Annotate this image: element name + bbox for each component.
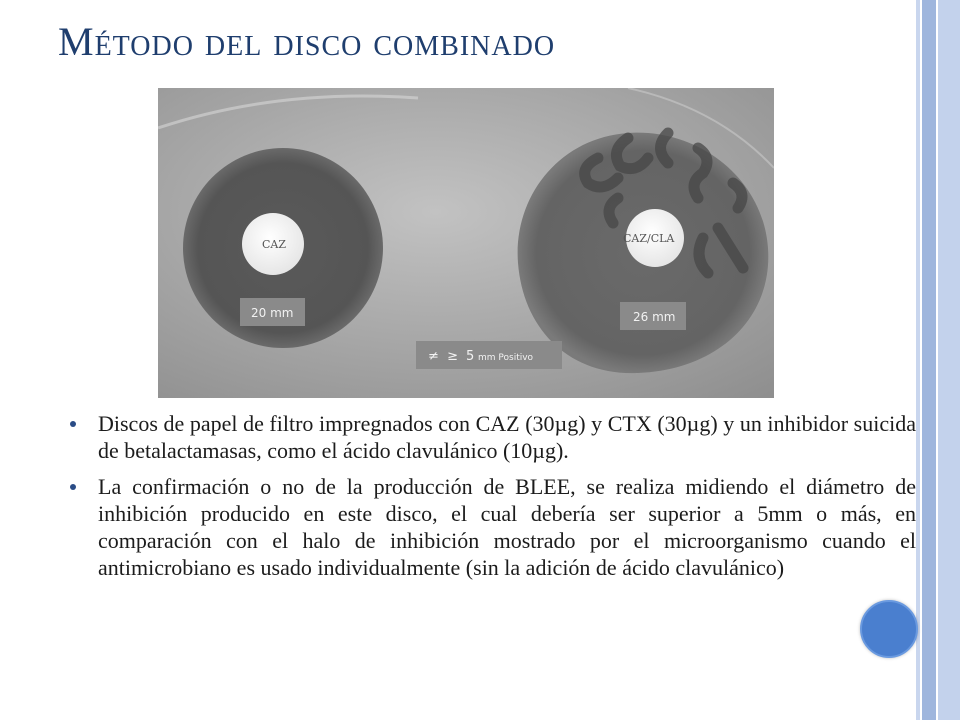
criterion-symbols: ≠ ≥ xyxy=(428,349,459,364)
caz-cla-disc-label: CAZ/CLA xyxy=(623,232,675,245)
criterion-suffix: mm Positivo xyxy=(478,353,534,363)
slide-nav-circle-icon[interactable] xyxy=(860,600,918,658)
caz-disc-label: CAZ xyxy=(262,238,287,251)
right-measure-label: 26 mm xyxy=(633,310,676,324)
bullet-list xyxy=(68,410,916,590)
bullet-icon xyxy=(70,484,76,490)
petri-dish-photo xyxy=(158,88,774,398)
left-measure-label: 20 mm xyxy=(251,306,294,320)
bullet-text: La confirmación o no de la producción de BLEE, se realiza midiendo el diámetro de inhibición producido en este disco, el cual debería ser superior a 5mm o más, en comparación con el halo de inhibición mostrado por el microorganismo cuando el antimicrobiano es usado individualmente (sin la adición de ácido clavulánico) xyxy=(98,474,916,580)
list-item xyxy=(68,473,916,581)
criterion-value: 5 xyxy=(466,349,475,364)
slide-title: Método del disco combinado xyxy=(58,19,556,64)
bullet-text: Discos de papel de filtro impregnados con CAZ (30µg) y CTX (30µg) y un inhibidor suicida de betalactamasas, como el ácido clavulánico (10µg). xyxy=(98,411,916,463)
decorative-stripes xyxy=(916,0,960,720)
bullet-icon xyxy=(70,421,76,427)
list-item xyxy=(68,410,916,464)
